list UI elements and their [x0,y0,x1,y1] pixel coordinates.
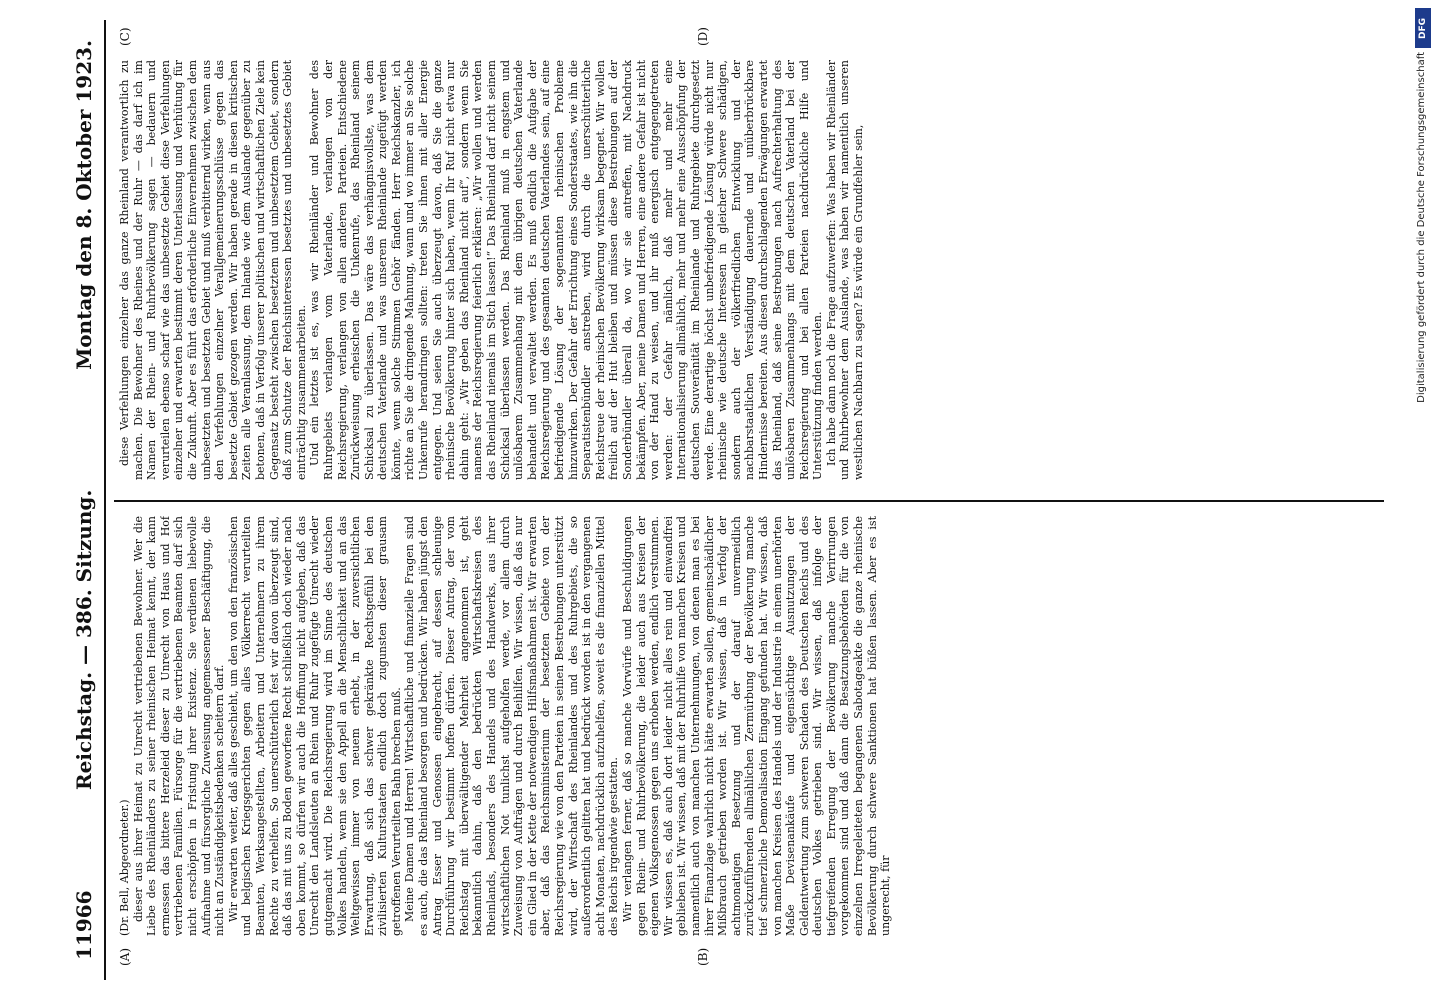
session-date: Montag den 8. Oktober 1923. [72,40,96,370]
column-divider [114,500,1384,502]
paragraph: diese Verfehlungen einzelner das ganze Rheinland verantwortlich zu machen. Die Bewohner des Rheines und der Ruhr — das darf ich im Namen der Rhein- und Ruhrbevölkerung sagen — bedauern und verurteilen ebenso scharf wie das unbesetzte Gebiet diese Verfehlungen einzelner und erwarten bestimmt deren Unterlassung und Verhütung für die Zukunft. Aber es führt das erforderliche Einvernehmen zwischen dem unbesetzten und besetzten Gebiet und muß verbitternd wirken, wenn aus den Verfehlungen einzelner Verallgemeinerungsschlüsse gegen das besetzte Gebiet gezogen werden. Wir haben gerade in diesen kritischen Zeiten alle Veranlassung, dem Inlande wie dem Auslande gegenüber zu betonen, daß in Verfolg unserer politischen und wirtschaftlichen Ziele kein Gegensatz besteht zwischen besetztem und unbesetztem Gebiet, sondern daß zum Schutze der Reichsinteressen besetztes und unbesetztes Gebiet einträchtig zusammenarbeiten. [118,60,308,480]
speaker-note: (Dr. Bell, Abgeordneter.) [118,799,131,936]
left-text-column [118,516,1378,936]
document-page [64,20,1394,980]
margin-marker-d: (D) [696,27,710,46]
page-number: 11966 [72,890,96,960]
paragraph: Wir verlangen ferner, daß so manche Vorwürfe und Beschuldigungen gegen Rhein- und Ruhrbevölkerung, die leider auch aus Kreisen der eigenen Volksgenossen gegen uns erhoben werden, endlich verstummen. Wir wissen es, daß auch dort leider nicht alles rein und einwandfrei geblieben ist. Wir wissen, daß mit der Ruhrhilfe von manchen Kreisen und namentlich auch von manchen Unternehmungen, von denen man es bei ihrer Finanzlage wahrlich nicht hätte erwarten sollen, gemeinschädlicher Mißbrauch getrieben worden ist. Wir wissen, daß in Verfolg der achtmonatigen Besetzung und der darauf unvermeidlich zurückzuführenden allmählichen Zermürbung der Bevölkerung manche tief schmerzliche Demoralisation Eingang gefunden hat. Wir wissen, daß von manchen Kreisen des Handels und der Industrie in einem unerhörten Maße Devisenankäufe und eigensüchtige Ausnutzungen der Geldentwertung zum schweren Schaden des Deutschen Reichs und des deutschen Volkes getrieben sind. Wir wissen, daß infolge der tiefgreifenden Erregung der Bevölkerung manche Verirrungen vorgekommen sind und daß dann die Besatzungsbehörden für die von einzelnen Irregeleiteten begangenen Sabotageakte die ganze rheinische Bevölkerung durch schwere Sanktionen hat büßen lassen. Aber es ist ungerecht, für [620,516,893,936]
paragraph: Ich habe dann noch die Frage aufzuwerfen: Was haben wir Rheinländer und Ruhrbewohner dem Auslande, was haben wir namentlich unseren westlichen Nachbarn zu sagen? Es würde ein Grundfehler sein, [824,60,866,480]
digitization-credit: Digitalisierung gefördert durch die Deutsche Forschungsgemeinschaft [1416,52,1427,403]
right-text-column [118,60,1378,480]
digitization-sidebar [1412,0,1434,1000]
session-title: Reichstag. — 386. Sitzung. [72,489,96,790]
margin-marker-c: (C) [118,27,132,46]
margin-marker-a: (A) [118,947,132,966]
paragraph: Meine Damen und Herren! Wirtschaftliche und finanzielle Fragen sind es auch, die das Rheinland besorgen und bedrücken. Wir haben jüngst den Antrag Esser und Genossen eingebracht, auf dessen schleunige Durchführung wir bestimmt hoffen dürfen. Dieser Antrag, der vom Reichstag mit überwältigender Mehrheit angenommen ist, geht bekanntlich dahin, daß den bedrückten Wirtschaftskreisen des Rheinlands, besonders des Handels und des Handwerks, aus ihrer wirtschaftlichen Not tunlichst aufgeholfen werde, vor allem durch Zuweisung von Aufträgen und durch Beihilfen. Wir wissen, daß das nur ein Glied in der Kette der notwendigen Hilfsmaßnahmen ist. Wir erwarten aber, daß das Reichsministerium der besetzten Gebiete von der Reichsregierung wie von den Parteien in seinen Bestrebungen unterstützt wird, der Wirtschaft des Rheinlandes und des Ruhrgebiets, die so außerordentlich gelitten hat und bedrückt worden ist in den vergangenen acht Monaten, nachdrücklich aufzuhelfen, soweit es die finanziellen Mittel des Reichs irgendwie gestatten. [403,516,621,936]
paragraph: Und ein letztes ist es, was wir Rheinländer und Bewohner des Ruhrgebiets verlangen vom Vaterlande, verlangen von der Reichsregierung, verlangen von allen anderen Parteien. Entschiedene Zurückweisung erheischen die Unkenrufe, das Rheinland seinem Schicksal zu überlassen. Das wäre das verhängnisvollste, was dem deutschen Vaterlande und was unserem Rheinlande zugefügt werden könnte, wenn solche Stimmen Gehör fänden. Herr Reichskanzler, ich richte an Sie die dringende Mahnung, wann und wo immer an Sie solche Unkenrufe herandringen sollten: treten Sie ihnen mit aller Energie entgegen. Und seien Sie auch überzeugt davon, daß Sie die ganze rheinische Bevölkerung hinter sich haben, wenn Ihr Ruf nicht etwa nur dahin geht: „Wir geben das Rheinland nicht auf“, sondern wenn Sie namens der Reichsregierung feierlich erklären: „Wir wollen und werden das Rheinland niemals im Stich lassen!“ Das Rheinland darf nicht seinem Schicksal überlassen werden. Das Rheinland muß in engstem und unlösbarem Zusammenhang mit dem übrigen deutschen Vaterlande behandelt und verwaltet werden. Es muß endlich die Aufgabe der Reichsregierung und des gesamten deutschen Vaterlandes sein, auf eine befriedigende Lösung der sogenannten rheinischen Probleme hinzuwirken. Der Gefahr der Errichtung eines Sonderstaates, wie ihn die Separatistenbündler anstreben, wird durch die unerschütterliche Reichstreue der rheinischen Bevölkerung wirksam begegnet. Wir wollen freilich auf der Hut bleiben und müssen diese Bestrebungen auf der Sonderbündler überall da, wo wir sie antreffen, mit Nachdruck bekämpfen. Aber, meine Damen und Herren, eine andere Gefahr ist nicht von der Hand zu weisen, und ihr muß energisch entgegengetreten werden: der Gefahr nämlich, daß mehr und mehr eine Internationalisierung allmählich, mehr und mehr eine Ausschöpfung der deutschen Souveränität im Rheinlande und Ruhrgebiete durchgesetzt werde. Eine derartige höchst unbefriedigende Lösung würde nicht nur rheinische wie deutsche Interessen in gleicher Schwere schädigen, sondern auch der völkerfriedlichen Entwicklung und der nachbarstaatlichen Verständigung dauernde und unüberbrückbare Hindernisse bereiten. Aus diesen durchschlagenden Erwägungen erwartet das Rheinland, daß seine Bestrebungen nach Aufrechterhaltung des unlösbaren Zusammenhangs mit dem deutschen Vaterland bei der Reichsregierung und bei allen Parteien nachdrückliche Hilfe und Unterstützung finden werden. [308,60,825,480]
paragraph: dieser aus ihrer Heimat zu Unrecht vertriebenen Bewohner. Wer die Liebe des Rheinländers zu seiner rheinischen Heimat kennt, der kann ermessen das bittere Herzeleid dieser zu Unrecht von Haus und Hof vertriebenen Familien. Fürsorge für die vertriebenen Beamten darf sich nicht erschöpfen in Fristung ihrer Existenz. Sie verdienen liebevolle Aufnahme und fürsorgliche Zuweisung angemessener Beschäftigung, die nicht an Zuständigkeitsbedenken scheitern darf. [131,516,227,936]
page-header [64,20,106,980]
paragraph: Wir erwarten weiter, daß alles geschieht, um den von den französischen und belgischen Kriegsgerichten gegen alles Völkerrecht verurteilten Beamten, Werksangestellten, Arbeitern und Unternehmern zu ihrem Rechte zu verhelfen. So unerschütterlich fest wir davon überzeugt sind, daß das mit uns zu Boden geworfene Recht schließlich doch wieder nach oben kommt, so dürfen wir auch die Hoffnung nicht aufgeben, daß das Unrecht den Landsleuten an Rhein und Ruhr zugefügte Unrecht wieder gutgemacht wird. Die Reichsregierung wird im Sinne des deutschen Volkes handeln, wenn sie den Appell an die Menschlichkeit und an das Weltgewissen immer von neuem erhebt, in der zuversichtlichen Erwartung, daß sich das schwer gekränkte Rechtsgefühl bei den zivilisierten Kulturstaaten endlich doch zugunsten dieser grausam getroffenen Verurteilten Bahn brechen muß. [226,516,403,936]
dfg-logo: DFG [1415,8,1431,48]
margin-marker-b: (B) [696,947,710,966]
